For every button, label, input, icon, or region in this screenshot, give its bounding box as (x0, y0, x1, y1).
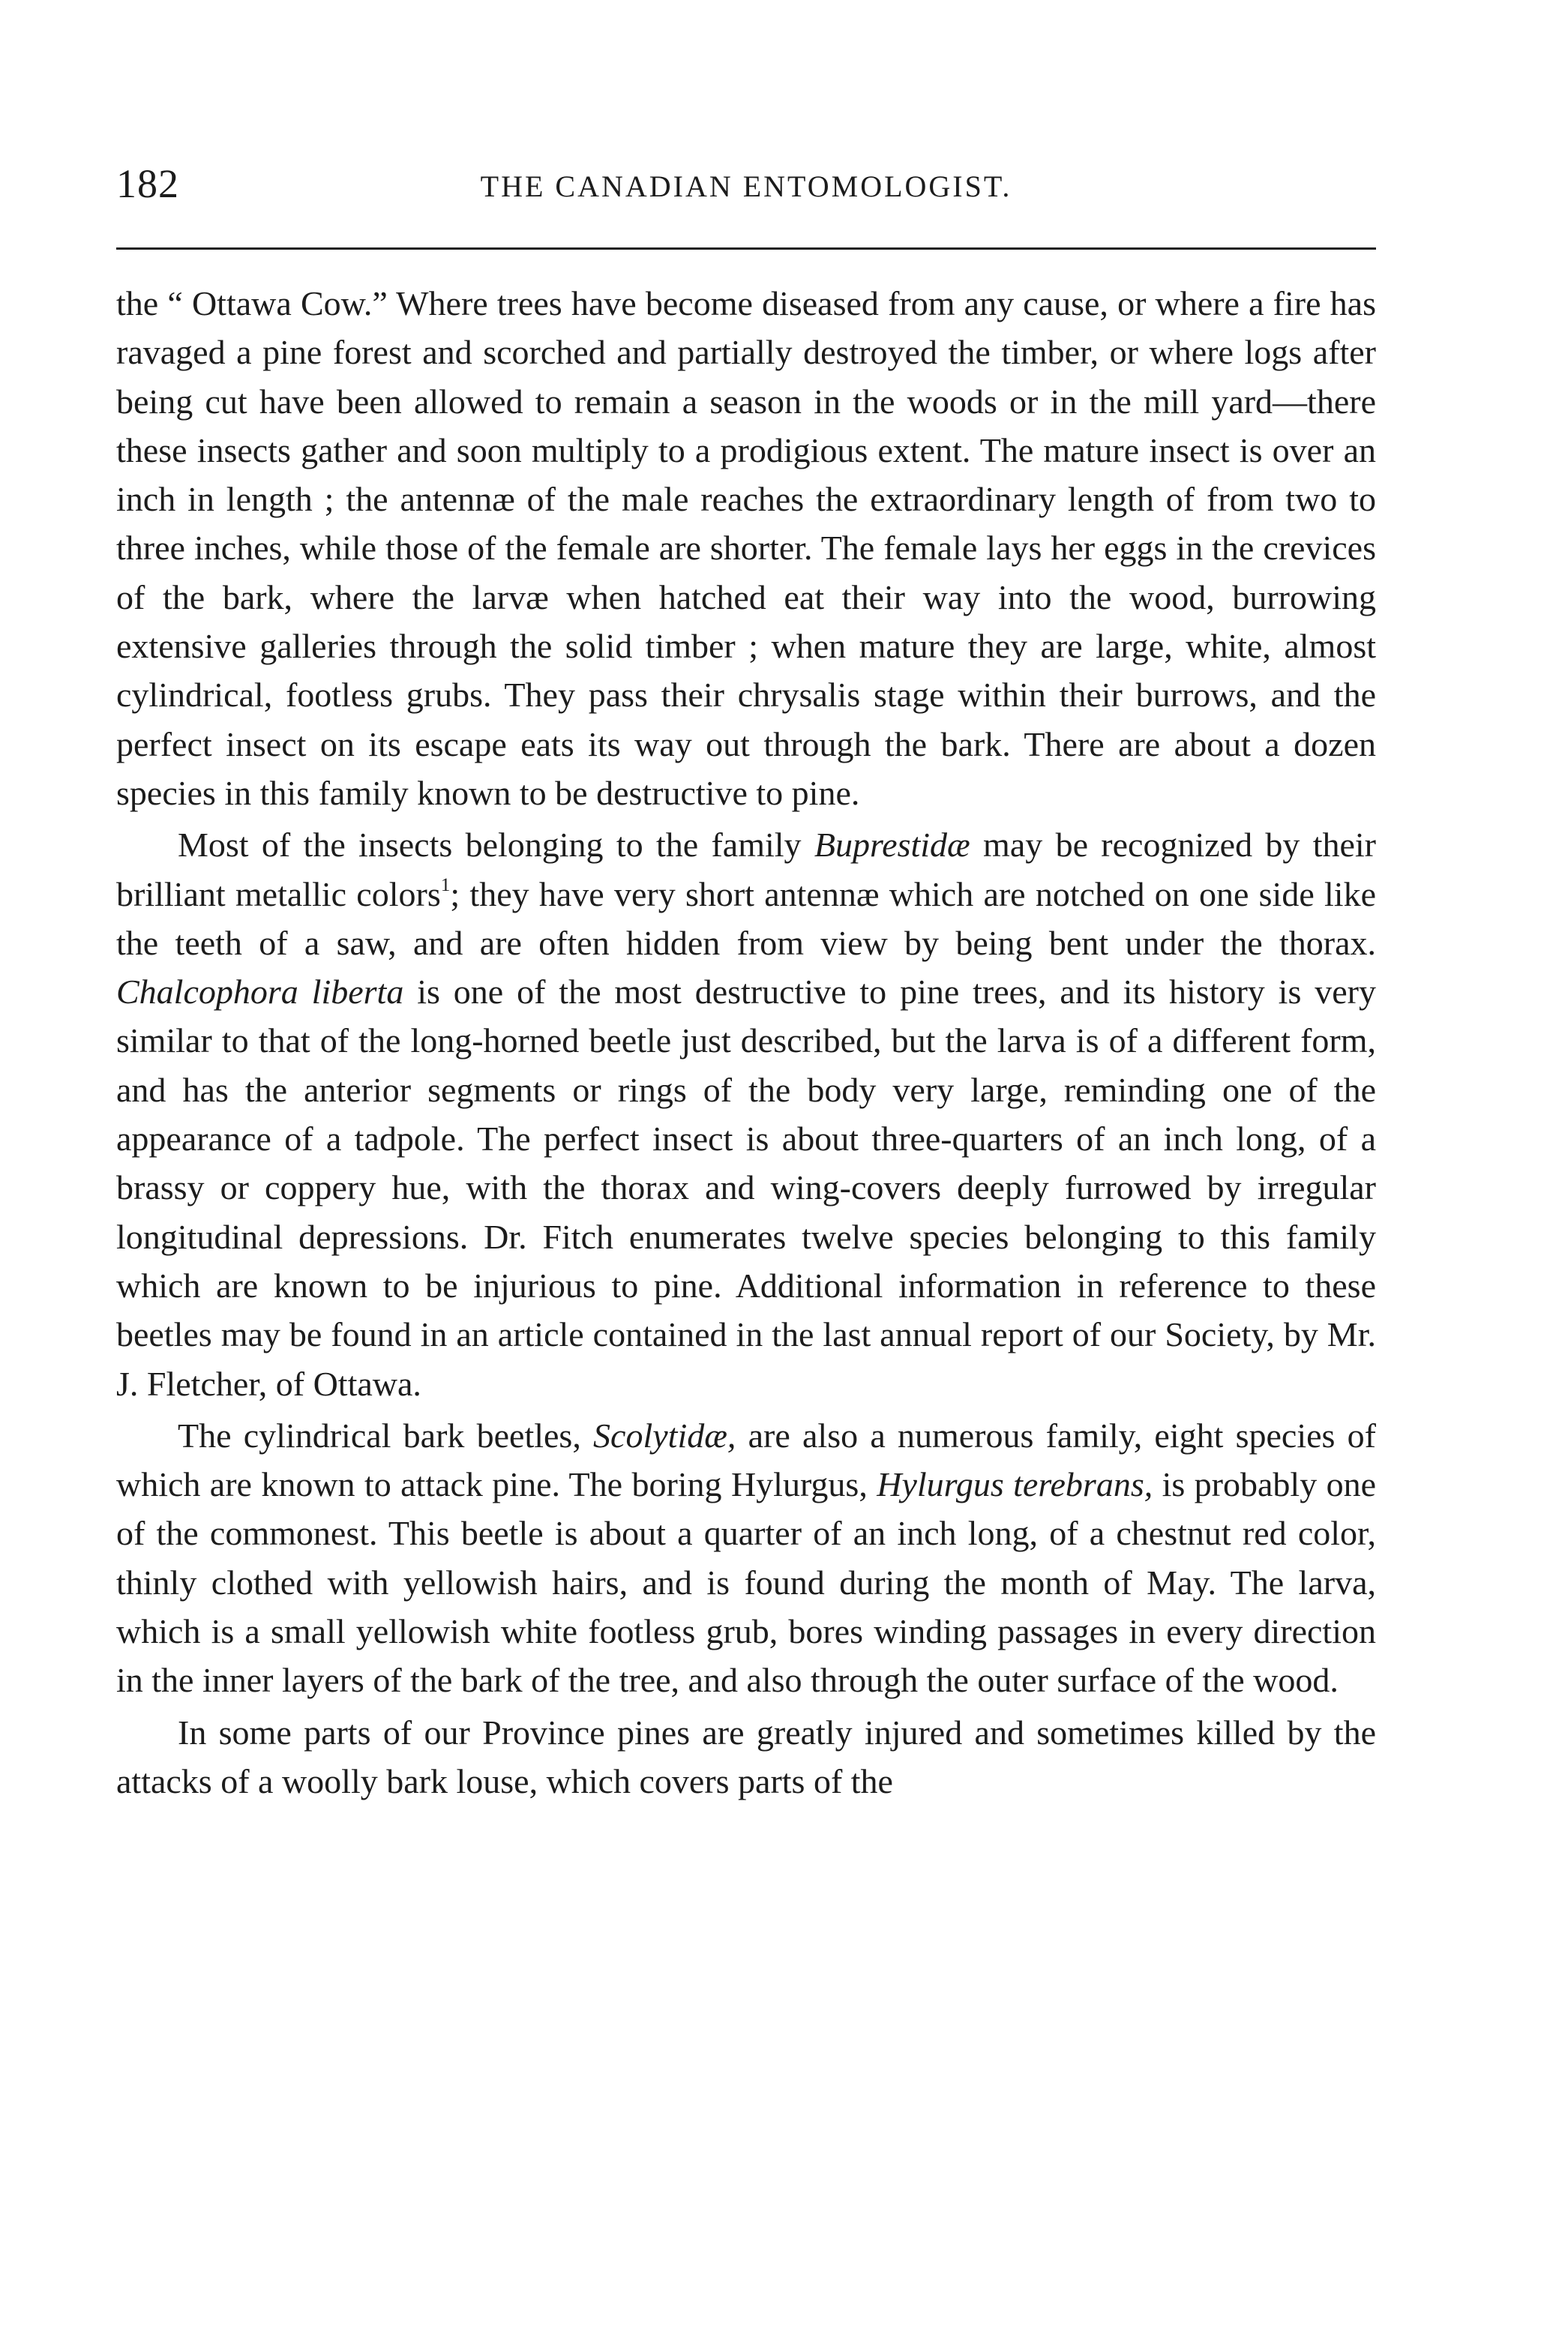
paragraph-text: the “ Ottawa Cow.” Where trees have become diseased from any cause, or where a fire has ravaged a pine forest and scorched and partially destroyed the timber, or where logs after being cut have been allowed to remain a season in the woods or in the mill yard—there these insects gather and soon multiply to a prodigious extent. The mature insect is over an inch in length ; the antennæ of the male reaches the extraordinary length of from two to three inches, while those of the female are shorter. The female lays her eggs in the crevices of the bark, where the larvæ when hatched eat their way into the wood, burrowing extensive galleries through the solid timber ; when mature they are large, white, almost cylindrical, footless grubs. They pass their chrysalis stage within their burrows, and the perfect insect on its escape eats its way out through the bark. There are about a dozen species in this family known to be destructive to pine. (116, 284, 1376, 812)
paragraph-text: may be recognized by their brilliant metallic colors (116, 826, 1376, 913)
header-rule (116, 247, 1376, 250)
paragraph-text: In some parts of our Province pines are greatly injured and sometimes killed by the attacks of a woolly bark louse, which covers parts of the (116, 1713, 1376, 1800)
running-head (116, 161, 1376, 214)
paragraph-text: The cylindrical bark beetles, (178, 1416, 594, 1455)
paragraph-text: is one of the most destructive to pine trees, and its history is very similar to that of the long-horned beetle just described, but the larva is of a different form, and has the anterior segments or rings of the body very large, reminding one of the appearance of a tadpole. The perfect insect is about three-quarters of an inch long, of a brassy or coppery hue, with the thorax and wing-covers deeply furrowed by irregular longitudinal depressions. Dr. Fitch enumerates twelve species belonging to this family which are known to be injurious to pine. Additional information in reference to these beetles may be found in an article contained in the last annual report of our Society, by Mr. J. Fletcher, of Ottawa. (116, 973, 1376, 1403)
journal-title: THE CANADIAN ENTOMOLOGIST. (480, 169, 1012, 203)
family-name-italic: Buprestidæ (814, 826, 970, 865)
species-name-italic: Chalcophora liberta (116, 973, 404, 1012)
paragraph-text: is probably one of the commonest. This beetle is about a quarter of an inch long, of a chestnut red color, thinly clothed with yellowish hairs, and is found during the month of May. The larva, which is a small yellowish white footless grub, bores winding passages in every direction in the inner layers of the bark of the tree, and also through the outer surface of the wood. (116, 1465, 1377, 1700)
paragraph-text: are also a numerous family, eight species of which are known to attack pine. The boring Hylurgus, (116, 1416, 1376, 1504)
paragraph-buprestidae (116, 820, 1376, 1408)
paragraph-text: Most of the insects belonging to the family (178, 826, 814, 865)
paragraph-longhorn-beetles (116, 279, 1376, 817)
family-name-italic: Scolytidæ, (593, 1416, 736, 1455)
page-number: 182 (116, 161, 179, 206)
species-name-italic: Hylurgus terebrans, (877, 1465, 1153, 1504)
paragraph-bark-louse (116, 1708, 1376, 1806)
body-text (116, 279, 1376, 1806)
footnote-marker: 1 (440, 874, 451, 895)
paragraph-scolytidae (116, 1411, 1376, 1705)
paragraph-text: ; they have very short antennæ which are notched on one side like the teeth of a saw, and are often hidden from view by being bent under the thorax. (116, 874, 1376, 962)
